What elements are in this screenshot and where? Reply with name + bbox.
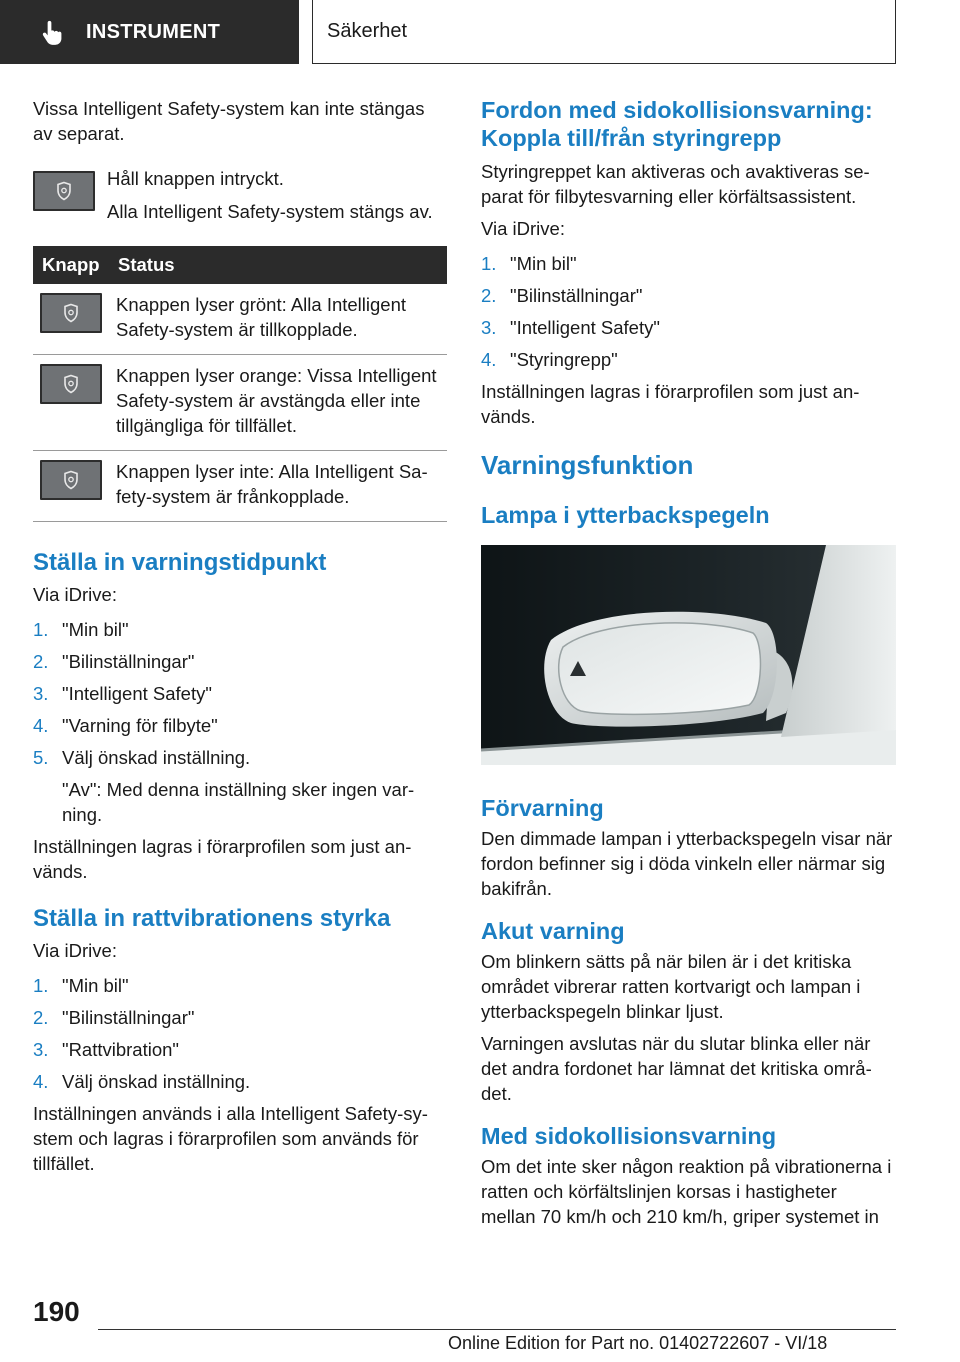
pre-warning-body: Den dimmade lampan i ytterbackspegeln visar när fordon befinner sig i döda vinkeln eller närmar sig bakifrån.	[481, 828, 893, 899]
steering-body: Styringreppet kan aktiveras och avaktiveras separat för filbytesvarning eller körfältsassistent.	[481, 161, 870, 207]
status-text: Knappen lyser grönt: Alla Intelligent Safety-system är tillkopplade.	[116, 284, 447, 355]
saved-note: Inställningen används i alla Intelligent Safety-system och lagras i förarprofilen som används för tillfället.	[33, 1103, 428, 1174]
heading-mirror-lamp: Lampa i ytterbackspegeln	[481, 502, 770, 528]
status-table	[33, 246, 447, 522]
list-item: 3. "Intelligent Safety"	[33, 683, 212, 704]
list-item: 2. "Bilinställningar"	[33, 1007, 195, 1028]
heading-side-collision: Med sidokollisionsvarning	[481, 1123, 777, 1149]
list-item: 3. "Intelligent Safety"	[481, 317, 660, 338]
column-header-status: Status	[116, 246, 447, 284]
list-item: 5. Välj önskad inställning.	[33, 747, 251, 768]
status-text: Knappen lyser orange: Vissa Intelligent Safety-system är avstängda eller inte tillgängliga för tillfället.	[116, 355, 447, 451]
status-text: Knappen lyser inte: Alla Intelligent Safety-system är frånkopplade.	[116, 451, 447, 522]
acute-warning-body-1: Om blinkern sätts på när bilen är i det kritiska området vibrerar ratten kortvarigt och lampan i ytterbackspegeln blinkar ljust.	[481, 951, 861, 1022]
heading-pre-warning: Förvarning	[481, 795, 604, 821]
list-item: 1. "Min bil"	[33, 619, 129, 640]
heading-warning-function: Varningsfunktion	[481, 450, 694, 480]
safety-button-icon	[40, 460, 102, 500]
steps-warning-time	[33, 617, 447, 770]
via-idrive: Via iDrive:	[33, 940, 117, 961]
column-header-knapp: Knapp	[33, 246, 116, 284]
heading-steering-intervention: Fordon med sidokollisionsvarning: Koppla till/från styringrepp	[481, 97, 873, 151]
steps-steering	[481, 251, 896, 372]
heading-acute-warning: Akut varning	[481, 918, 625, 944]
table-header-row	[33, 246, 447, 284]
step-note: "Av": Med denna inställning sker ingen varning.	[62, 779, 415, 825]
list-item: 2. "Bilinställningar"	[33, 651, 195, 672]
section-title: Säkerhet	[312, 0, 896, 64]
hold-instruction	[33, 166, 447, 232]
footer-edition: Online Edition for Part no. 01402722607 - VI/18	[448, 1333, 828, 1353]
list-item: 1. "Min bil"	[481, 253, 577, 274]
heading-vibration: Ställa in rattvibrationens styrka	[33, 905, 391, 932]
list-item: 4. Välj önskad inställning.	[33, 1071, 251, 1092]
list-item: 4. "Varning för filbyte"	[33, 715, 218, 736]
hold-line-1: Håll knappen intryckt.	[107, 168, 284, 189]
safety-button-icon	[33, 171, 95, 211]
hold-line-2: Alla Intelligent Safety-system stängs av.	[107, 201, 433, 222]
heading-warning-time: Ställa in varningstidpunkt	[33, 549, 327, 576]
mirror-illustration	[481, 545, 896, 765]
page-header	[0, 0, 960, 66]
intro-text: Vissa Intelligent Safety-system kan inte stängas av separat.	[33, 98, 425, 144]
saved-note: Inställningen lagras i förarprofilen som just används.	[481, 381, 860, 427]
footer-divider	[98, 1329, 896, 1330]
acute-warning-body-2: Varningen avslutas när du slutar blinka eller när det andra fordonet har lämnat det kritiska området.	[481, 1033, 872, 1104]
list-item: 2. "Bilinställningar"	[481, 285, 643, 306]
chapter-tab[interactable]	[0, 0, 299, 64]
via-idrive: Via iDrive:	[33, 584, 117, 605]
table-row	[33, 355, 447, 451]
safety-button-icon	[40, 364, 102, 404]
right-column	[481, 96, 896, 1236]
table-row	[33, 284, 447, 355]
list-item: 3. "Rattvibration"	[33, 1039, 179, 1060]
hand-pointer-icon	[38, 17, 68, 47]
table-row	[33, 451, 447, 522]
chapter-label: INSTRUMENT	[86, 20, 221, 43]
left-column	[33, 96, 447, 1183]
list-item: 1. "Min bil"	[33, 975, 129, 996]
saved-note: Inställningen lagras i förarprofilen som just används.	[33, 836, 412, 882]
list-item: 4. "Styringrepp"	[481, 349, 618, 370]
side-collision-body: Om det inte sker någon reaktion på vibrationerna i ratten och körfältslinjen korsas i hastigheter mellan 70 km/h och 210 km/h, griper systemet in	[481, 1156, 892, 1227]
steps-vibration	[33, 973, 447, 1094]
safety-button-icon	[40, 293, 102, 333]
via-idrive: Via iDrive:	[481, 218, 565, 239]
page-number: 190	[33, 1296, 80, 1327]
